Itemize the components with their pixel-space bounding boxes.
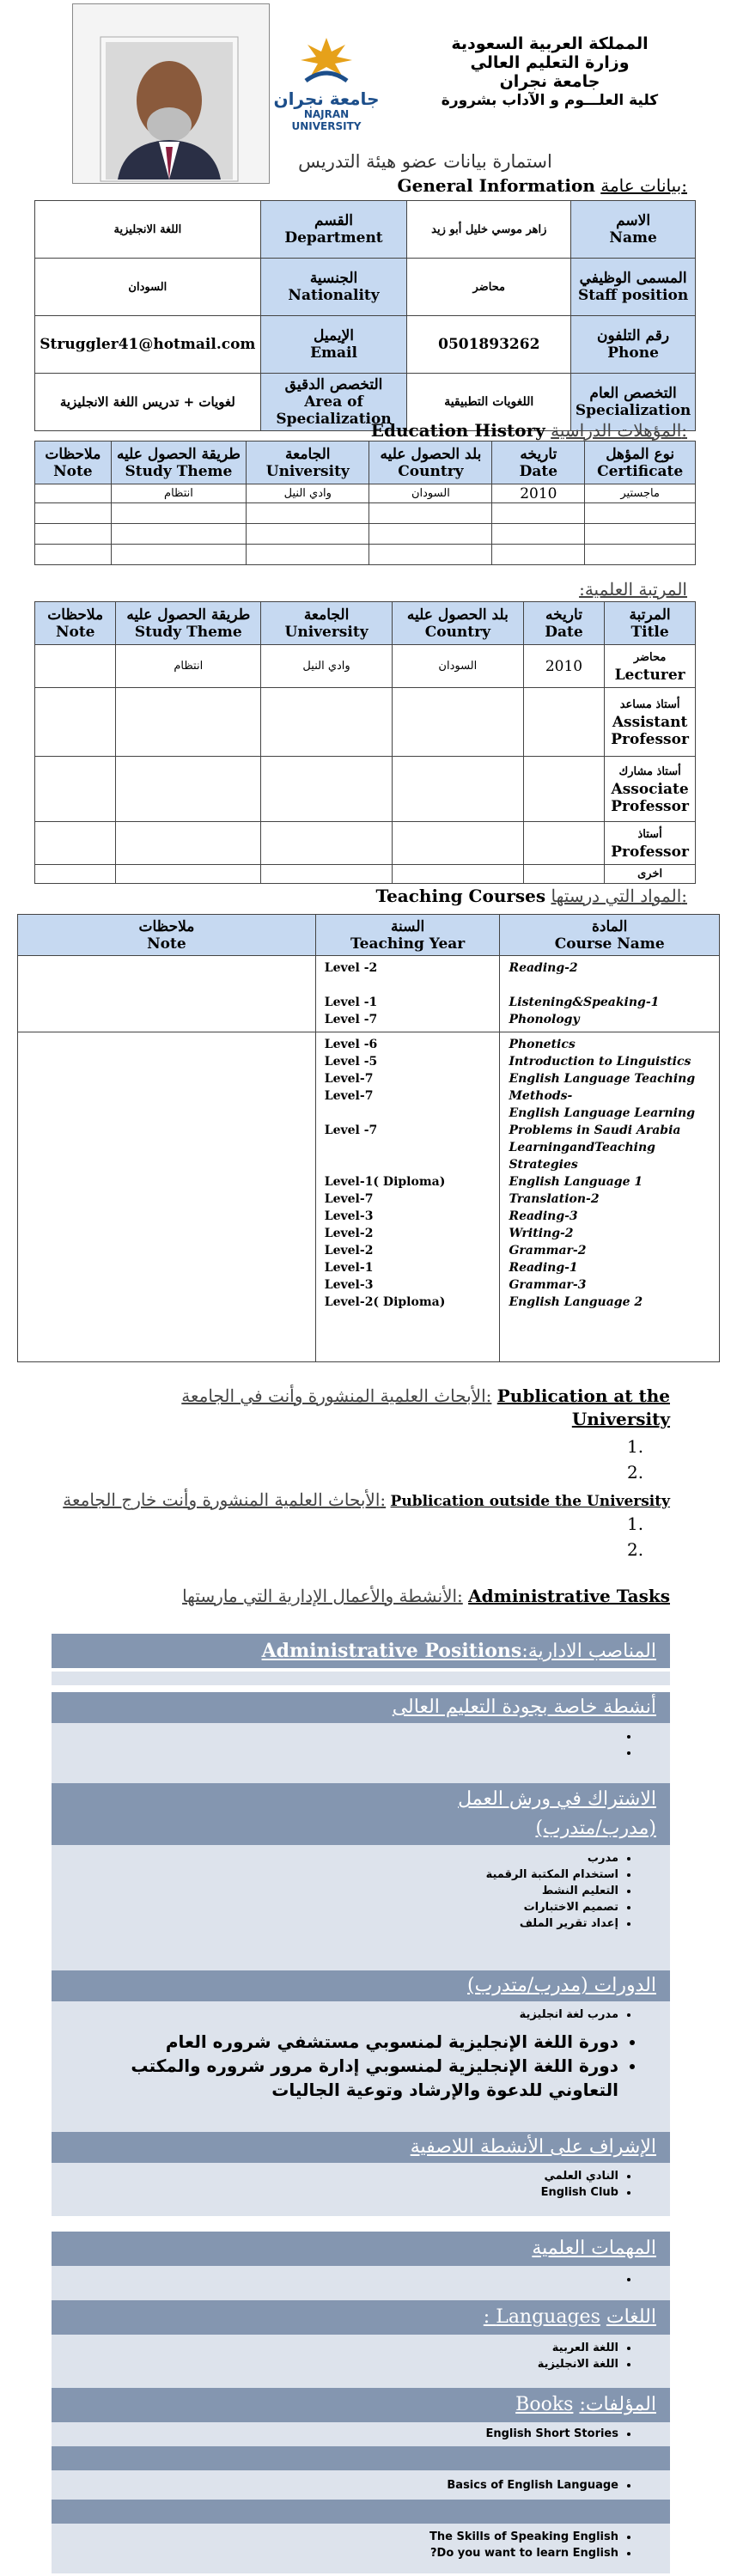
table-row (18, 956, 720, 1032)
quality-panel (52, 1723, 670, 1783)
list-item: • مدرب لغة انجليزية (69, 2007, 618, 2023)
course-item: Grammar-2 (509, 1244, 587, 1258)
level-item: Level-2 (324, 1244, 374, 1258)
divider (52, 2446, 670, 2470)
publications-inside-heading (137, 1383, 670, 1409)
courses-heading (326, 886, 687, 906)
level-item: Level-2( Diploma) (324, 1295, 446, 1309)
quality-band: أنشطة خاصة بجودة التعليم العالى (52, 1692, 670, 1723)
course-item: Introduction to Linguistics (509, 1055, 691, 1069)
course-item: Reading-2 (509, 961, 578, 975)
pub-inside-item-2: 2. (627, 1462, 644, 1483)
staff-position-value: محاضر (407, 259, 571, 316)
publications-outside-heading (52, 1489, 670, 1510)
level-item (325, 1105, 491, 1122)
course-item: Methods- (509, 1089, 573, 1103)
level-item: Level-7 (324, 1089, 374, 1103)
pub-outside-item-1: 1. (627, 1513, 644, 1534)
course-item: Listening&Speaking-1 (509, 996, 660, 1009)
edu-col-date: تاريخه Date (492, 442, 585, 484)
courses-col-year: السنة Teaching Year (315, 915, 500, 956)
table-row (35, 865, 696, 884)
level-item: Level -2 (324, 961, 378, 975)
specialization-value: اللغويات التطبيقية (407, 374, 571, 431)
level-item: Level-7 (324, 1192, 374, 1206)
edu-col-note: ملاحظات Note (35, 442, 112, 484)
education-title-ar: المؤهلات الدراسية: (551, 420, 687, 441)
university-logo (271, 34, 382, 132)
name-value: زاهر موسي خليل أبو زيد (407, 201, 571, 259)
rank-col-country: بلد الحصول عليه Country (392, 602, 523, 645)
scientific-band: المهمات العلمية (52, 2232, 670, 2266)
course-item: Phonetics (509, 1038, 576, 1051)
course-item: Grammar-3 (509, 1278, 587, 1292)
level-item: Level -6 (324, 1038, 378, 1051)
level-item: Level-1 (324, 1261, 374, 1275)
edu-col-country: بلد الحصول عليه Country (369, 442, 492, 484)
rank-table (34, 601, 696, 884)
courses-list-2 (503, 1032, 716, 1314)
logo-english-text: NAJRAN UNIVERSITY (291, 108, 362, 132)
languages-list (69, 2340, 636, 2372)
table-row (35, 503, 696, 524)
level-item: Level -5 (324, 1055, 378, 1069)
general-info-table (34, 200, 696, 431)
rank-col-title: المرتبة Title (605, 602, 696, 645)
courses-title-ar: المواد التي درستها: (551, 886, 687, 906)
divider (52, 2500, 670, 2524)
workshops-list (69, 1850, 636, 1932)
course-item: Reading-3 (509, 1209, 578, 1223)
rank-assistant-professor: أستاذ مساعد Assistant Professor (605, 688, 696, 757)
rank-col-date: تاريخه Date (523, 602, 604, 645)
book-panel-2 (52, 2470, 670, 2500)
level-item: Level-1( Diploma) (324, 1175, 446, 1189)
education-heading (326, 420, 687, 441)
rank-lecturer: محاضر Lecturer (605, 645, 696, 688)
extracurricular-panel (52, 2163, 670, 2216)
course-item: Reading-1 (509, 1261, 578, 1275)
heading-line-2: وزارة التعليم العالي (470, 53, 630, 72)
course-item: English Language Learning (509, 1106, 696, 1120)
list-item: • التعليم النشط (69, 1883, 618, 1899)
admin-tasks-heading (86, 1586, 670, 1606)
level-item: Level-3 (324, 1209, 374, 1223)
education-title-en: Education History (370, 420, 545, 441)
area-of-specialization-value: لغويات + تدريس اللغة الانجليزية (35, 374, 261, 431)
course-item: Strategies (509, 1158, 578, 1172)
rank-heading: المرتبة العلمية: (579, 579, 687, 600)
course-item: Translation-2 (509, 1192, 600, 1206)
list-item: • دورة اللغة الإنجليزية لمنسوبي مستشفي شروره العام (69, 2030, 618, 2054)
department-value: اللغة الانجليزية (35, 201, 261, 259)
specialization-label: التخصص العام Specialization (571, 374, 696, 431)
rank-col-note: ملاحظات Note (35, 602, 116, 645)
course-item: Writing-2 (509, 1227, 574, 1240)
languages-band: اللغات Languages : (52, 2300, 670, 2335)
rank-col-theme: طريقة الحصول عليه Study Theme (116, 602, 261, 645)
table-row (35, 757, 696, 822)
person-photo-icon (73, 4, 269, 183)
course-item: Problems in Saudi Arabia (509, 1124, 681, 1137)
courses-list-1 (503, 956, 716, 1032)
phone-label: رقم التلفون Phone (571, 316, 696, 374)
pub-inside-item-1: 1. (627, 1436, 644, 1457)
rank-professor: أستاذ Professor (605, 822, 696, 865)
table-row (35, 688, 696, 757)
staff-position-label: المسمى الوظيفي Staff position (571, 259, 696, 316)
list-item: • مدرب (69, 1850, 618, 1867)
pub-outside-ar: الأبحاث العلمية المنشورة وأنت خارج الجامعة: (63, 1489, 387, 1510)
email-value: Struggler41@hotmail.com (35, 316, 261, 374)
course-item: English Language 1 (509, 1175, 643, 1189)
workshops-band: الاشتراك في ورش العمل (مدرب/متدرب) (52, 1783, 670, 1845)
table-row: انتظام وادي النيل السودان 2010 ماجستير (35, 484, 696, 503)
profile-photo (72, 3, 270, 184)
education-table (34, 441, 696, 565)
list-item: • English Club (69, 2184, 618, 2201)
name-label: الاسم Name (571, 201, 696, 259)
admin-tasks-en: Administrative Tasks (468, 1586, 670, 1606)
book-item: • Do you want to learn English? (69, 2545, 618, 2561)
level-item (325, 977, 491, 994)
list-item: • النادي العلمي (69, 2168, 618, 2184)
table-row (18, 1032, 720, 1362)
phone-value: 0501893262 (407, 316, 571, 374)
table-row (35, 524, 696, 545)
department-label: القسم Department (260, 201, 407, 259)
extracurricular-band: الإشراف على الأنشطة اللاصفية (52, 2132, 670, 2163)
level-item: Level -7 (324, 1013, 378, 1026)
training-panel (52, 2001, 670, 2132)
logo-emblem-icon (292, 34, 361, 86)
level-item (325, 1156, 491, 1173)
email-label: الإيميل Email (260, 316, 407, 374)
level-item (325, 1139, 491, 1156)
heading-line-1: المملكة العربية السعودية (451, 34, 649, 53)
pub-outside-item-2: 2. (627, 1539, 644, 1560)
book-panel-3 (52, 2524, 670, 2573)
course-item: Phonology (509, 1013, 580, 1026)
general-info-heading (361, 175, 687, 196)
rank-associate-professor: أستاذ مشارك Associate Professor (605, 757, 696, 822)
book-item: • Basics of English Language (69, 2477, 618, 2494)
course-item (509, 977, 710, 994)
level-item: Level-7 (324, 1072, 374, 1086)
general-title-ar: بيانات عامة: (600, 175, 687, 196)
logo-arabic-text: جامعة نجران (273, 88, 380, 109)
rank-other: اخرى (605, 865, 696, 884)
rank-col-university: الجامعة University (261, 602, 393, 645)
course-item: English Language 2 (509, 1295, 643, 1309)
course-item: LearningandTeaching (509, 1141, 655, 1154)
courses-table (17, 914, 720, 1362)
list-item: • تصميم الاختبارات (69, 1899, 618, 1915)
list-item: • إعداد تقرير الملف (69, 1915, 618, 1932)
book-item: • The Skills of Speaking English (69, 2529, 618, 2545)
admin-tasks-ar: الأنشطة والأعمال الإدارية التي مارستها: (182, 1586, 463, 1606)
list-item: • دورة اللغة الإنجليزية لمنسوبي إدارة مرور شروره والمكتب التعاوني للدعوة والإرشاد وتوعية الجاليات (69, 2054, 618, 2102)
level-item: Level-3 (324, 1278, 374, 1292)
book-item: • English Short Stories (69, 2426, 618, 2442)
course-item: English Language Teaching (509, 1072, 696, 1086)
pub-inside-en2: University (571, 1409, 670, 1429)
list-item: • استخدام المكتبة الرقمية (69, 1867, 618, 1883)
pub-outside-en: Publication outside the University (390, 1493, 670, 1510)
divider (52, 1672, 670, 1685)
books-band: المؤلفات: Books (52, 2388, 670, 2422)
extracurricular-list (69, 2168, 636, 2201)
edu-col-theme: طريقة الحصول عليه Study Theme (111, 442, 246, 484)
level-item: Level -1 (324, 996, 378, 1009)
table-row (35, 822, 696, 865)
institution-heading (404, 34, 696, 110)
level-item: Level-2 (324, 1227, 374, 1240)
level-item: Level -7 (324, 1124, 378, 1137)
admin-positions-band: المناصب الادارية:Administrative Positions (52, 1634, 670, 1668)
book-panel-1 (52, 2422, 670, 2446)
nationality-label: الجنسية Nationality (260, 259, 407, 316)
languages-panel (52, 2335, 670, 2388)
levels-list-1 (320, 956, 496, 1032)
courses-col-course: المادة Course Name (500, 915, 720, 956)
list-item: • اللغة العربية (69, 2340, 618, 2356)
pub-inside-ar: الأبحاث العلمية المنشورة وأنت في الجامعة: (181, 1385, 492, 1406)
training-band: الدورات (مدرب/متدرب) (52, 1970, 670, 2001)
nationality-value: السودان (35, 259, 261, 316)
general-title-en: General Information (397, 175, 595, 196)
scientific-panel (52, 2266, 670, 2300)
pub-inside-en1: Publication at the (496, 1385, 670, 1406)
area-of-specialization-label: التخصص الدقيق Area of Specialization (260, 374, 407, 431)
table-row (35, 545, 696, 565)
training-list-small (69, 2007, 636, 2023)
courses-title-en: Teaching Courses (375, 886, 546, 906)
form-title: استمارة بيانات عضو هيئة التدريس (298, 151, 552, 172)
workshops-panel (52, 1845, 670, 1970)
heading-line-4: كلية العلـــوم و الآداب بشرورة (441, 92, 659, 109)
training-list-big (69, 2030, 636, 2102)
edu-col-university: الجامعة University (247, 442, 369, 484)
courses-col-note: ملاحظات Note (18, 915, 316, 956)
list-item: • اللغة الانجليزية (69, 2356, 618, 2372)
edu-col-certificate: نوع المؤهل Certificate (585, 442, 696, 484)
table-row: انتظام وادي النيل السودان 2010 محاضر Lecturer (35, 645, 696, 688)
levels-list-2 (320, 1032, 496, 1314)
heading-line-3: جامعة نجران (499, 72, 600, 91)
